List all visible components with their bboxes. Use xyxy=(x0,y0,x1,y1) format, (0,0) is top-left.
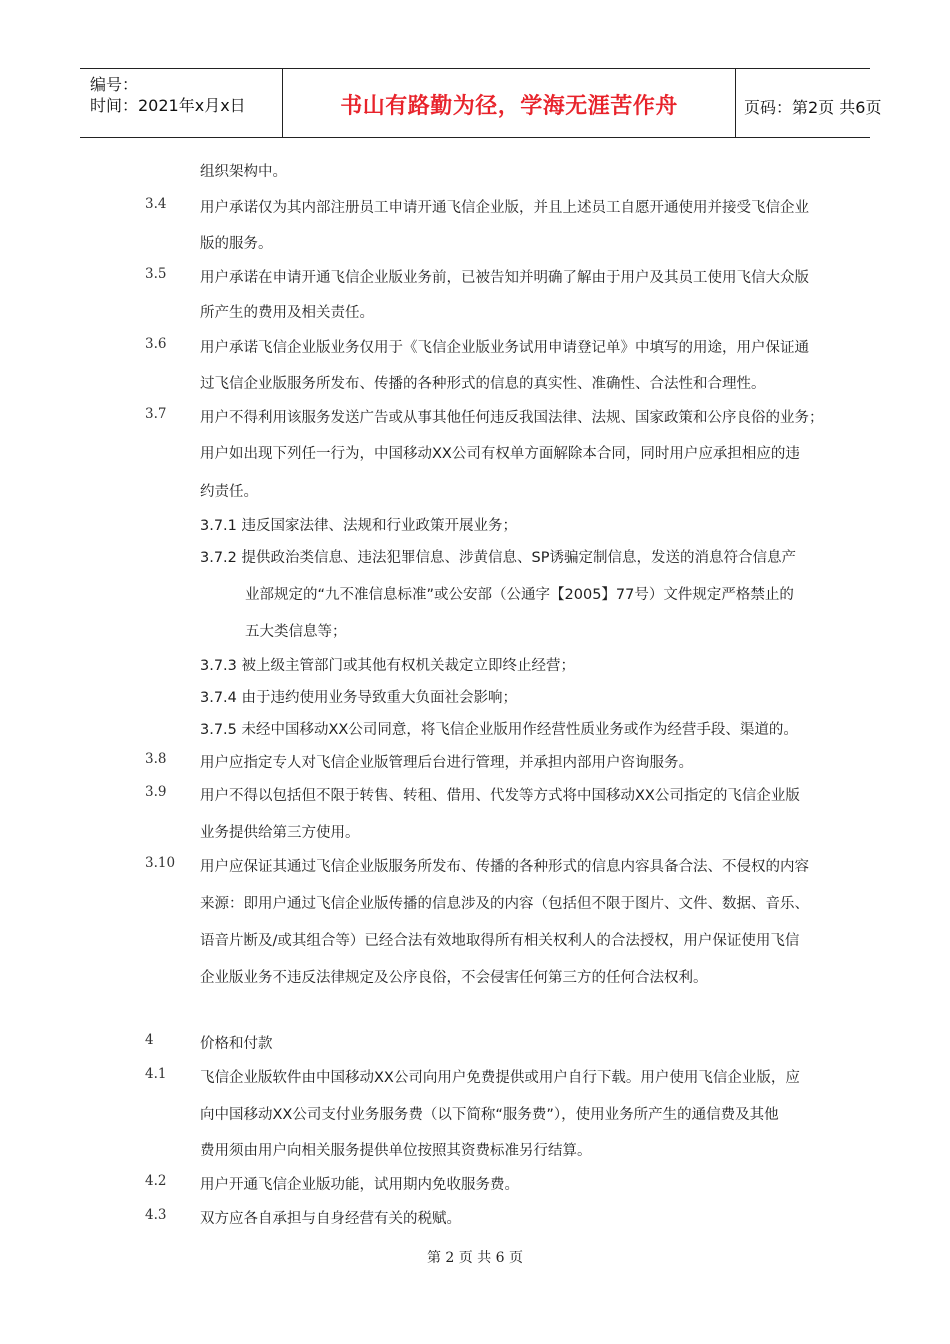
paragraph-line: 所产生的费用及相关责任。 xyxy=(200,305,374,321)
document-number-label: 编号： xyxy=(90,75,139,94)
subclause-line: 3.7.2 提供政治类信息、违法犯罪信息、涉黄信息、SP诱骗定制信息，发送的消息符合信息产 xyxy=(200,550,796,566)
paragraph-line: 用户不得以包括但不限于转售、转租、借用、代发等方式将中国移动XX公司指定的飞信企业版 xyxy=(200,788,800,804)
header-motto: 书山有路勤为径，学海无涯苦作舟 xyxy=(340,94,678,119)
clause-number: 3.6 xyxy=(145,336,167,352)
paragraph-line: 约责任。 xyxy=(200,484,258,500)
page-footer: 第 2 页 共 6 页 xyxy=(426,1250,524,1266)
clause-number: 3.8 xyxy=(145,751,167,767)
header-meta-cell xyxy=(80,69,282,137)
paragraph-line: 用户开通飞信企业版功能，试用期内免收服务费。 xyxy=(200,1177,519,1193)
subclause-line: 业部规定的“九不准信息标准”或公安部（公通字【2005】77号）文件规定严格禁止的 xyxy=(245,587,794,603)
subclause-line: 3.7.3 被上级主管部门或其他有权机关裁定立即终止经营； xyxy=(200,658,576,674)
paragraph-line: 双方应各自承担与自身经营有关的税赋。 xyxy=(200,1211,461,1227)
subclause-line: 五大类信息等； xyxy=(245,624,347,640)
clause-number: 4.2 xyxy=(145,1173,167,1189)
clause-number: 4.1 xyxy=(145,1066,167,1082)
subclause-line: 3.7.1 违反国家法律、法规和行业政策开展业务； xyxy=(200,518,518,534)
section-heading: 价格和付款 xyxy=(200,1036,273,1052)
paragraph-line: 向中国移动XX公司支付业务服务费（以下简称“服务费”），使用业务所产生的通信费及其他 xyxy=(200,1107,779,1123)
paragraph-line: 企业版业务不违反法律规定及公序良俗，不会侵害任何第三方的任何合法权利。 xyxy=(200,970,708,986)
header-page-label: 页码：第2页 共6页 xyxy=(744,98,882,117)
paragraph-line: 用户不得利用该服务发送广告或从事其他任何违反我国法律、法规、国家政策和公序良俗的业务； xyxy=(200,410,824,426)
paragraph-line: 过飞信企业版服务所发布、传播的各种形式的信息的真实性、准确性、合法性和合理性。 xyxy=(200,376,766,392)
clause-number: 3.7 xyxy=(145,406,167,422)
paragraph-line: 用户承诺飞信企业版业务仅用于《飞信企业版业务试用申请登记单》中填写的用途，用户保证通 xyxy=(200,340,809,356)
paragraph-line: 业务提供给第三方使用。 xyxy=(200,825,360,841)
clause-number: 3.5 xyxy=(145,266,167,282)
clause-number: 4.3 xyxy=(145,1207,167,1223)
clause-number: 3.10 xyxy=(145,855,176,871)
section-number: 4 xyxy=(145,1032,154,1048)
document-date-label: 时间：2021年x月x日 xyxy=(90,96,246,115)
paragraph-line: 来源：即用户通过飞信企业版传播的信息涉及的内容（包括但不限于图片、文件、数据、音乐、 xyxy=(200,896,809,912)
subclause-line: 3.7.5 未经中国移动XX公司同意，将飞信企业版用作经营性质业务或作为经营手段、渠道的。 xyxy=(200,722,798,738)
subclause-line: 3.7.4 由于违约使用业务导致重大负面社会影响； xyxy=(200,690,518,706)
paragraph-line: 版的服务。 xyxy=(200,236,273,252)
header-page-cell xyxy=(736,69,882,137)
paragraph-line: 费用须由用户向相关服务提供单位按照其资费标准另行结算。 xyxy=(200,1143,592,1159)
paragraph-line: 用户承诺在申请开通飞信企业版业务前，已被告知并明确了解由于用户及其员工使用飞信大众版 xyxy=(200,270,809,286)
paragraph-line: 用户如出现下列任一行为，中国移动XX公司有权单方面解除本合同，同时用户应承担相应的违 xyxy=(200,446,800,462)
paragraph-line: 用户承诺仅为其内部注册员工申请开通飞信企业版，并且上述员工自愿开通使用并接受飞信企业 xyxy=(200,200,809,216)
paragraph-line: 用户应保证其通过飞信企业版服务所发布、传播的各种形式的信息内容具备合法、不侵权的内容 xyxy=(200,859,809,875)
clause-number: 3.9 xyxy=(145,784,167,800)
clause-number: 3.4 xyxy=(145,196,167,212)
paragraph-line: 用户应指定专人对飞信企业版管理后台进行管理，并承担内部用户咨询服务。 xyxy=(200,755,693,771)
paragraph-line: 组织架构中。 xyxy=(200,164,287,180)
document-header xyxy=(80,68,882,138)
paragraph-line: 语音片断及/或其组合等）已经合法有效地取得所有相关权利人的合法授权，用户保证使用飞信 xyxy=(200,933,800,949)
header-motto-cell xyxy=(282,69,736,137)
paragraph-line: 飞信企业版软件由中国移动XX公司向用户免费提供或用户自行下载。用户使用飞信企业版，应 xyxy=(200,1070,800,1086)
